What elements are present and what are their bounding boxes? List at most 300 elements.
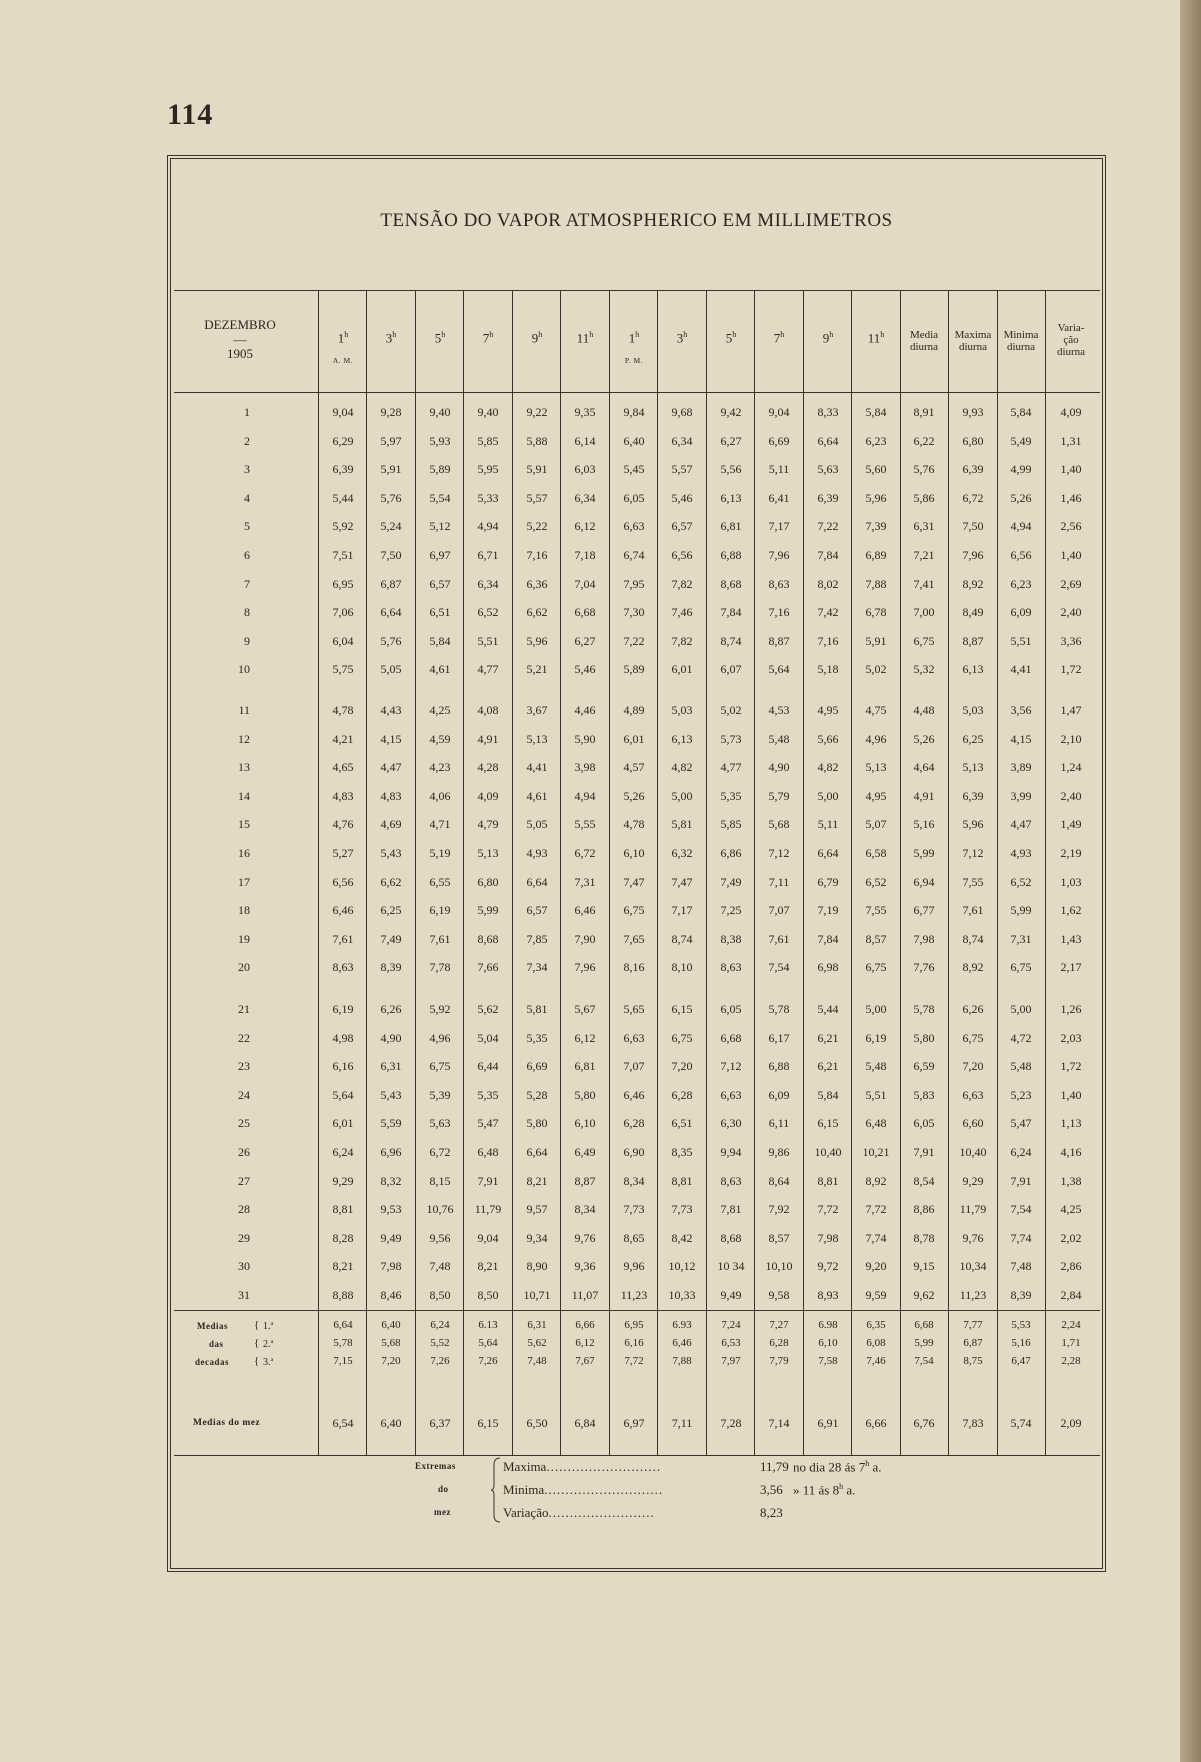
table-cell: 7,96	[574, 960, 596, 975]
table-cell: 6,63	[720, 1087, 742, 1102]
table-cell: 8,68	[720, 1230, 742, 1245]
month-name: DEZEMBRO	[204, 317, 276, 332]
decade-mean-cell: 7,15	[333, 1355, 353, 1367]
table-cell: 8,32	[380, 1173, 402, 1188]
table-cell: 6,14	[574, 433, 596, 448]
column-header	[662, 331, 702, 344]
table-cell: 4,64	[913, 760, 935, 775]
month-mean-cell: 6,37	[429, 1416, 451, 1430]
table-cell: 6,41	[768, 490, 790, 505]
decade-mean-cell: 6,68	[914, 1319, 934, 1331]
month-mean-cell: 2,09	[1060, 1416, 1082, 1430]
decade-label-3: decadas	[195, 1357, 230, 1367]
table-cell: 5,99	[477, 903, 499, 918]
table-cell: 8,65	[623, 1230, 645, 1245]
table-cell: 4,75	[865, 703, 887, 717]
decade-mean-cell: 5,99	[914, 1337, 934, 1349]
table-cell: 4,94	[477, 519, 499, 534]
table-cell: 6,88	[768, 1059, 790, 1074]
table-cell: 4,65	[332, 760, 354, 775]
table-cell: 6,24	[332, 1145, 354, 1159]
day-number: 3	[244, 462, 250, 477]
month-year: 1905	[227, 346, 253, 361]
decade-mean-cell: 5,64	[478, 1337, 498, 1349]
column-hour: 5	[725, 330, 733, 346]
table-cell: 5,55	[574, 817, 596, 832]
table-cell: 5,48	[768, 731, 790, 746]
table-cell: 8,38	[720, 931, 742, 946]
table-cell: 6,13	[720, 490, 742, 505]
decade-mean-cell: 6,53	[721, 1337, 741, 1349]
table-cell: 5,63	[817, 462, 839, 477]
table-cell: 6,30	[720, 1116, 742, 1131]
day-number: 10	[238, 662, 250, 677]
day-number: 16	[238, 846, 250, 860]
table-cell: 5,19	[429, 846, 451, 860]
month-mean-cell: 6,40	[380, 1416, 402, 1430]
day-number: 12	[238, 731, 250, 746]
table-cell: 4,72	[1010, 1030, 1032, 1045]
table-cell: 9,15	[913, 1259, 935, 1274]
table-cell: 10,33	[668, 1288, 696, 1302]
table-cell: 2,40	[1060, 788, 1082, 803]
table-cell: 9,40	[429, 405, 451, 419]
table-cell: 6,01	[332, 1116, 354, 1131]
table-cell: 8,86	[913, 1202, 935, 1217]
decade-mean-cell: 5,68	[381, 1337, 401, 1349]
decade-brace-2: {	[254, 1337, 260, 1349]
extreme-leader-dots: .........................	[548, 1505, 655, 1520]
table-cell: 6,13	[671, 731, 693, 746]
table-cell: 5,99	[913, 846, 935, 860]
table-cell: 6,55	[429, 874, 451, 889]
table-cell: 5,13	[526, 731, 548, 746]
table-cell: 6,28	[671, 1087, 693, 1102]
table-cell: 4,25	[429, 703, 451, 717]
page-edge	[1180, 0, 1201, 1762]
decade-mean-cell: 5,52	[430, 1337, 450, 1349]
decade-mean-cell: 7,77	[963, 1319, 983, 1331]
column-header	[468, 331, 508, 344]
column-header	[323, 331, 363, 344]
table-cell: 6,17	[768, 1030, 790, 1045]
decade-mean-cell: 6,28	[769, 1337, 789, 1349]
table-cell: 5,95	[477, 462, 499, 477]
table-cell: 1,40	[1060, 462, 1082, 477]
table-cell: 6,28	[623, 1116, 645, 1131]
decade-brace-1: {	[254, 1319, 260, 1331]
table-cell: 7,46	[671, 605, 693, 620]
table-cell: 7,07	[623, 1059, 645, 1074]
header-bottom-rule	[174, 392, 1100, 393]
column-hour: 3	[676, 330, 684, 346]
decade-mean-cell: 7,46	[866, 1355, 886, 1367]
table-cell: 7,78	[429, 960, 451, 975]
decade-mean-cell: 7,67	[575, 1355, 595, 1367]
decade-mean-cell: 6,64	[333, 1319, 353, 1331]
table-cell: 7,19	[817, 903, 839, 918]
extreme-note	[793, 1459, 882, 1475]
day-number: 1	[244, 405, 250, 419]
table-cell: 7,12	[962, 846, 984, 860]
table-cell: 9,56	[429, 1230, 451, 1245]
table-cell: 9,29	[332, 1173, 354, 1188]
table-cell: 6,46	[574, 903, 596, 918]
day-number: 25	[238, 1116, 250, 1131]
table-cell: 1,03	[1060, 874, 1082, 889]
decade-mean-cell: 7,26	[430, 1355, 450, 1367]
table-cell: 4,90	[768, 760, 790, 775]
day-number: 15	[238, 817, 250, 832]
table-cell: 2,03	[1060, 1030, 1082, 1045]
table-cell: 7,22	[623, 633, 645, 648]
table-cell: 4,16	[1060, 1145, 1082, 1159]
day-number: 13	[238, 760, 250, 775]
table-cell: 2,84	[1060, 1288, 1082, 1302]
table-cell: 6,75	[671, 1030, 693, 1045]
table-cell: 9,57	[526, 1202, 548, 1217]
table-cell: 4,57	[623, 760, 645, 775]
table-cell: 10,71	[523, 1288, 551, 1302]
table-cell: 1,49	[1060, 817, 1082, 832]
table-cell: 5,78	[913, 1002, 935, 1016]
extremes-label-3: mez	[434, 1507, 451, 1517]
decade-mean-cell: 6,87	[963, 1337, 983, 1349]
table-cell: 6,12	[574, 519, 596, 534]
table-cell: 5,23	[1010, 1087, 1032, 1102]
table-cell: 6,10	[574, 1116, 596, 1131]
table-cell: 9,04	[332, 405, 354, 419]
table-cell: 9,86	[768, 1145, 790, 1159]
table-cell: 6,56	[1010, 548, 1032, 562]
table-cell: 5,13	[962, 760, 984, 775]
table-cell: 4,93	[526, 846, 548, 860]
table-cell: 1,72	[1060, 1059, 1082, 1074]
table-cell: 6,71	[477, 548, 499, 562]
table-cell: 6,21	[817, 1059, 839, 1074]
table-cell: 5,88	[526, 433, 548, 448]
table-cell: 7,48	[1010, 1259, 1032, 1274]
table-cell: 8,93	[817, 1288, 839, 1302]
column-header	[517, 331, 557, 344]
table-cell: 8,54	[913, 1173, 935, 1188]
table-cell: 5,26	[1010, 490, 1032, 505]
column-hour: 5	[434, 330, 442, 346]
table-cell: 7,65	[623, 931, 645, 946]
day-number: 21	[238, 1002, 250, 1016]
table-cell: 4,77	[477, 662, 499, 677]
table-cell: 6,52	[865, 874, 887, 889]
table-cell: 8,81	[671, 1173, 693, 1188]
table-cell: 7,76	[913, 960, 935, 975]
table-cell: 8,21	[332, 1259, 354, 1274]
table-cell: 6,23	[865, 433, 887, 448]
month-mean-cell: 6,76	[913, 1416, 935, 1430]
decade-label-1: Medias	[197, 1321, 228, 1331]
table-cell: 7,90	[574, 931, 596, 946]
table-cell: 6,09	[1010, 605, 1032, 620]
table-cell: 6,90	[623, 1145, 645, 1159]
table-cell: 2,69	[1060, 576, 1082, 591]
table-cell: 7,82	[671, 576, 693, 591]
day-number: 27	[238, 1173, 250, 1188]
table-cell: 7,95	[623, 576, 645, 591]
table-cell: 5,26	[623, 788, 645, 803]
table-cell: 6,31	[380, 1059, 402, 1074]
table-cell: 5,96	[865, 490, 887, 505]
table-cell: 6,51	[671, 1116, 693, 1131]
table-cell: 8,50	[477, 1288, 499, 1302]
table-cell: 7,74	[1010, 1230, 1032, 1245]
table-cell: 3,89	[1010, 760, 1032, 775]
table-cell: 7,55	[865, 903, 887, 918]
table-cell: 5,13	[865, 760, 887, 775]
column-hour-unit: h	[780, 330, 785, 339]
table-cell: 6,64	[817, 846, 839, 860]
day-number: 6	[244, 548, 250, 562]
month-mean-cell: 7,83	[962, 1416, 984, 1430]
column-hour: 7	[773, 330, 781, 346]
month-mean-cell: 6,54	[332, 1416, 354, 1430]
extremes-brace	[490, 1457, 502, 1523]
table-cell: 8,81	[332, 1202, 354, 1217]
table-cell: 6,60	[962, 1116, 984, 1131]
day-number: 19	[238, 931, 250, 946]
decade-mean-cell: 7,72	[624, 1355, 644, 1367]
table-cell: 5,80	[913, 1030, 935, 1045]
table-cell: 7,82	[671, 633, 693, 648]
table-cell: 6,75	[1010, 960, 1032, 975]
decade-mean-cell: 5,53	[1011, 1319, 1031, 1331]
table-cell: 6,64	[817, 433, 839, 448]
table-cell: 6,87	[380, 576, 402, 591]
table-cell: 4,28	[477, 760, 499, 775]
table-cell: 7,21	[913, 548, 935, 562]
month-mean-cell: 5,74	[1010, 1416, 1032, 1430]
table-cell: 7,66	[477, 960, 499, 975]
table-cell: 4,82	[671, 760, 693, 775]
table-cell: 6,10	[623, 846, 645, 860]
table-cell: 8,63	[332, 960, 354, 975]
extreme-1-name	[503, 1482, 663, 1498]
table-cell: 9,40	[477, 405, 499, 419]
table-cell: 9,35	[574, 405, 596, 419]
table-cell: 7,98	[380, 1259, 402, 1274]
table-cell: 8,57	[768, 1230, 790, 1245]
month-dash: —	[233, 332, 247, 347]
table-cell: 6,39	[817, 490, 839, 505]
table-cell: 7,31	[574, 874, 596, 889]
table-cell: 11,23	[959, 1288, 987, 1302]
decade-mean-cell: 6,08	[866, 1337, 886, 1349]
table-cell: 7,22	[817, 519, 839, 534]
table-cell: 5,54	[429, 490, 451, 505]
table-cell: 6,21	[817, 1030, 839, 1045]
table-cell: 4,91	[913, 788, 935, 803]
table-cell: 8,16	[623, 960, 645, 975]
table-cell: 6,01	[671, 662, 693, 677]
table-cell: 5,22	[526, 519, 548, 534]
table-cell: 8,49	[962, 605, 984, 620]
table-cell: 7,50	[380, 548, 402, 562]
day-number: 17	[238, 874, 250, 889]
table-cell: 7,16	[768, 605, 790, 620]
table-cell: 6,11	[768, 1116, 790, 1131]
table-cell: 7,00	[913, 605, 935, 620]
table-cell: 5,18	[817, 662, 839, 677]
table-cell: 8,15	[429, 1173, 451, 1188]
column-hour-unit: h	[441, 330, 446, 339]
table-cell: 6,49	[574, 1145, 596, 1159]
extremes-label-2: do	[438, 1484, 449, 1494]
table-cell: 8,21	[526, 1173, 548, 1188]
table-cell: 6,78	[865, 605, 887, 620]
day-number: 11	[238, 703, 250, 717]
table-cell: 7,73	[623, 1202, 645, 1217]
table-cell: 6,79	[817, 874, 839, 889]
table-cell: 6,64	[380, 605, 402, 620]
month-mean-cell: 7,11	[671, 1416, 693, 1430]
extreme-name: Minima	[503, 1482, 545, 1497]
table-cell: 5,63	[429, 1116, 451, 1131]
table-cell: 6,97	[429, 548, 451, 562]
table-cell: 6,46	[332, 903, 354, 918]
column-period: A. M.	[332, 356, 354, 365]
table-cell: 3,99	[1010, 788, 1032, 803]
table-cell: 8,87	[962, 633, 984, 648]
table-cell: 4,89	[623, 703, 645, 717]
table-cell: 5,00	[1010, 1002, 1032, 1016]
column-hour-unit: h	[880, 330, 885, 339]
table-cell: 5,84	[865, 405, 887, 419]
table-cell: 7,06	[332, 605, 354, 620]
table-cell: 10,34	[959, 1259, 987, 1274]
table-cell: 8,88	[332, 1288, 354, 1302]
decade-mean-cell: 6,16	[624, 1337, 644, 1349]
decade-brace-3: {	[254, 1355, 260, 1367]
extreme-name: Variação	[503, 1505, 549, 1520]
table-cell: 6,75	[429, 1059, 451, 1074]
table-cell: 5,64	[332, 1087, 354, 1102]
table-cell: 6,24	[1010, 1145, 1032, 1159]
table-cell: 6,94	[913, 874, 935, 889]
column-header: Minima diurna	[1003, 329, 1039, 353]
day-number: 26	[238, 1145, 250, 1159]
table-cell: 7,48	[429, 1259, 451, 1274]
table-cell: 7,54	[1010, 1202, 1032, 1217]
table-cell: 6,39	[962, 462, 984, 477]
table-cell: 4,93	[1010, 846, 1032, 860]
table-cell: 5,45	[623, 462, 645, 477]
table-cell: 10,21	[862, 1145, 890, 1159]
table-cell: 5,85	[477, 433, 499, 448]
table-cell: 4,78	[332, 703, 354, 717]
table-cell: 5,76	[380, 633, 402, 648]
extreme-note-text: no dia 28 ás 7	[793, 1459, 866, 1475]
table-cell: 9,29	[962, 1173, 984, 1188]
table-cell: 5,56	[720, 462, 742, 477]
table-cell: 5,84	[817, 1087, 839, 1102]
table-cell: 5,67	[574, 1002, 596, 1016]
column-period: P. M.	[624, 356, 644, 365]
table-cell: 8,78	[913, 1230, 935, 1245]
table-cell: 2,17	[1060, 960, 1082, 975]
table-cell: 7,17	[671, 903, 693, 918]
day-number: 7	[244, 576, 250, 591]
month-mean-cell: 7,14	[768, 1416, 790, 1430]
table-cell: 8,34	[574, 1202, 596, 1217]
table-cell: 5,32	[913, 662, 935, 677]
table-cell: 6,32	[671, 846, 693, 860]
table-cell: 5,28	[526, 1087, 548, 1102]
table-cell: 3,36	[1060, 633, 1082, 648]
table-cell: 8,68	[720, 576, 742, 591]
table-cell: 5,79	[768, 788, 790, 803]
table-cell: 8,02	[817, 576, 839, 591]
table-cell: 5,81	[526, 1002, 548, 1016]
table-cell: 6,86	[720, 846, 742, 860]
table-cell: 6,22	[913, 433, 935, 448]
decade-mean-cell: 6,31	[527, 1319, 547, 1331]
table-cell: 7,04	[574, 576, 596, 591]
decade-mean-cell: 7,24	[721, 1319, 741, 1331]
column-hour: 3	[385, 330, 393, 346]
table-cell: 9,94	[720, 1145, 742, 1159]
table-cell: 7,49	[720, 874, 742, 889]
table-cell: 9,76	[574, 1230, 596, 1245]
month-mean-cell: 6,97	[623, 1416, 645, 1430]
table-cell: 6,68	[720, 1030, 742, 1045]
table-cell: 6,01	[623, 731, 645, 746]
table-cell: 10 34	[717, 1259, 745, 1274]
column-hour-unit: h	[538, 330, 543, 339]
table-cell: 6,75	[865, 960, 887, 975]
table-cell: 7,96	[962, 548, 984, 562]
table-cell: 7,25	[720, 903, 742, 918]
table-cell: 4,79	[477, 817, 499, 832]
decade-mean-cell: 2,24	[1061, 1319, 1081, 1331]
table-cell: 6,68	[574, 605, 596, 620]
table-cell: 5,93	[429, 433, 451, 448]
table-cell: 7,81	[720, 1202, 742, 1217]
column-hour: 9	[822, 330, 830, 346]
table-cell: 7,98	[817, 1230, 839, 1245]
table-cell: 7,12	[768, 846, 790, 860]
decade-mean-cell: 7,27	[769, 1319, 789, 1331]
day-number: 24	[238, 1087, 250, 1102]
table-cell: 7,55	[962, 874, 984, 889]
day-number: 30	[238, 1259, 250, 1274]
table-title: TENSÃO DO VAPOR ATMOSPHERICO EM MILLIMETROS	[380, 210, 893, 231]
table-cell: 6,72	[429, 1145, 451, 1159]
table-cell: 6,75	[913, 633, 935, 648]
day-number: 18	[238, 903, 250, 918]
table-cell: 6,07	[720, 662, 742, 677]
table-cell: 6,64	[526, 1145, 548, 1159]
table-cell: 9,49	[380, 1230, 402, 1245]
table-cell: 11,79	[959, 1202, 987, 1217]
table-cell: 5,96	[526, 633, 548, 648]
table-cell: 6,05	[623, 490, 645, 505]
table-cell: 4,23	[429, 760, 451, 775]
table-cell: 6,51	[429, 605, 451, 620]
decade-mean-cell: 6,47	[1011, 1355, 1031, 1367]
table-cell: 4,91	[477, 731, 499, 746]
table-cell: 5,97	[380, 433, 402, 448]
table-cell: 10,40	[959, 1145, 987, 1159]
column-hour: 7	[482, 330, 490, 346]
decade-mean-cell: 7,79	[769, 1355, 789, 1367]
